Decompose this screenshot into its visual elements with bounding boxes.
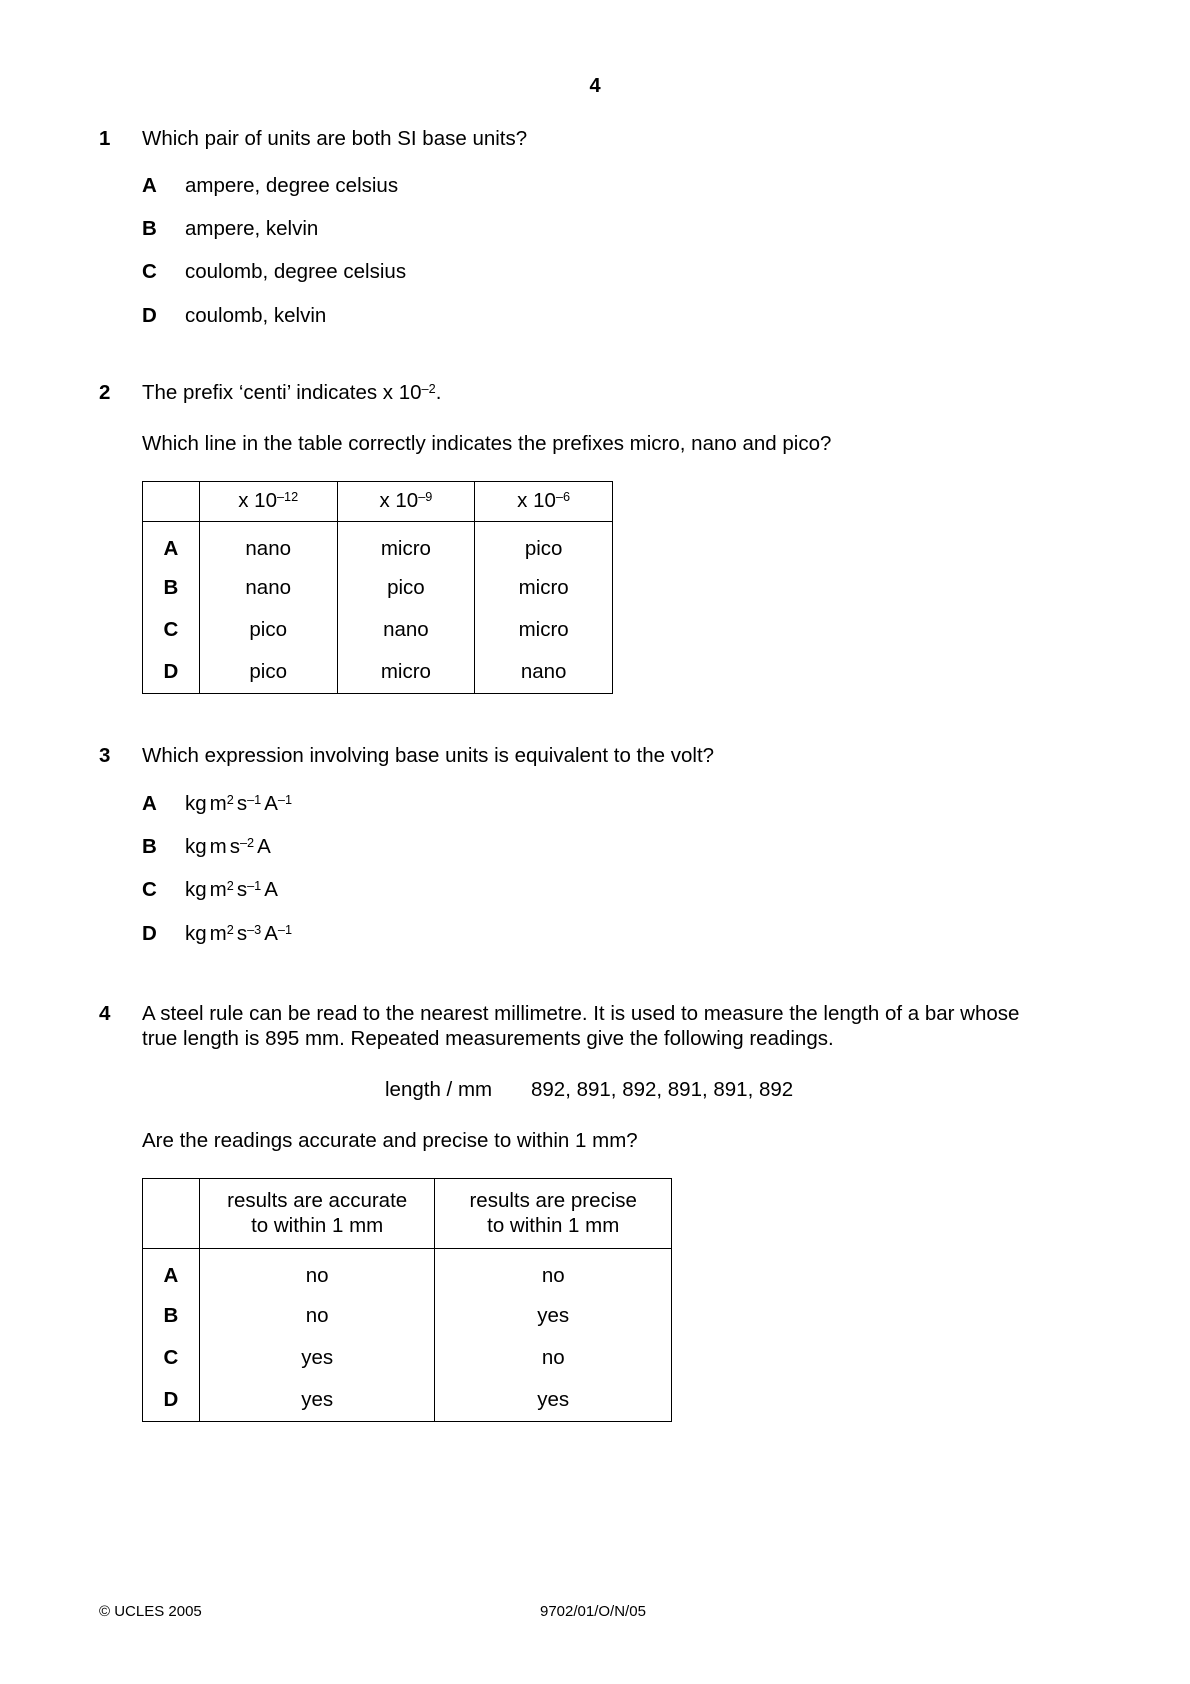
- footer-copyright: © UCLES 2005: [99, 1603, 202, 1620]
- q3-option-letter: C: [142, 878, 157, 901]
- q3-option-letter: B: [142, 835, 157, 858]
- q3-option-unit: kg m $s^{-2}$ A: [185, 835, 271, 858]
- q1-option-text: ampere, degree celsius: [185, 174, 399, 197]
- accuracy-table-header: results are precise to within 1 mm: [435, 1179, 672, 1249]
- q1-option-text: ampere, kelvin: [185, 217, 319, 240]
- row-letter: B: [143, 568, 200, 610]
- table-cell: no: [199, 1249, 435, 1296]
- table-row: [143, 610, 613, 652]
- table-cell: pico: [475, 522, 613, 568]
- q3-option-letter: A: [142, 792, 157, 815]
- table-cell: micro: [475, 610, 613, 652]
- question-4-question: Are the readings accurate and precise to within 1 mm?: [142, 1129, 638, 1152]
- readings-values: 892, 891, 892, 891, 891, 892: [531, 1078, 794, 1101]
- table-row: [143, 1380, 672, 1422]
- table-cell: micro: [337, 652, 475, 694]
- table-cell: micro: [337, 522, 475, 568]
- row-letter: D: [143, 652, 200, 694]
- table-row: [143, 652, 613, 694]
- row-letter: C: [143, 610, 200, 652]
- question-1-number: 1: [99, 127, 111, 150]
- question-1-text: Which pair of units are both SI base units?: [142, 127, 528, 150]
- q1-option-text: coulomb, degree celsius: [185, 260, 407, 283]
- table-row: [143, 522, 613, 568]
- prefix-table-corner: [143, 482, 200, 522]
- row-letter: B: [143, 1296, 200, 1338]
- table-row: [143, 1296, 672, 1338]
- table-cell: no: [435, 1338, 672, 1380]
- table-row: [143, 1338, 672, 1380]
- q1-option-letter: D: [142, 304, 157, 327]
- table-cell: nano: [199, 568, 337, 610]
- table-cell: pico: [199, 610, 337, 652]
- q3-option-unit: kg $m^2$ $s^{-1}$ A: [185, 878, 278, 901]
- question-2-text: The prefix ‘centi’ indicates x $10^{-2}$.: [142, 381, 442, 404]
- table-cell: yes: [435, 1296, 672, 1338]
- q1-option-letter: B: [142, 217, 157, 240]
- q3-option-unit: kg $m^2$ $s^{-3}$ $A^{-1}$: [185, 922, 293, 945]
- prefix-table-header: x $10^{-12}$: [199, 482, 337, 522]
- table-cell: nano: [337, 610, 475, 652]
- page-number: 4: [589, 75, 601, 97]
- table-cell: pico: [337, 568, 475, 610]
- accuracy-table-corner: [143, 1179, 200, 1249]
- footer-paper-code: 9702/01/O/N/05: [540, 1603, 646, 1620]
- row-letter: A: [143, 522, 200, 568]
- table-cell: micro: [475, 568, 613, 610]
- prefix-table-header: x $10^{-9}$: [337, 482, 475, 522]
- table-cell: yes: [435, 1380, 672, 1422]
- question-4-text-line1: A steel rule can be read to the nearest millimetre. It is used to measure the length of a bar whose: [142, 1002, 1020, 1025]
- row-letter: A: [143, 1249, 200, 1296]
- table-row: [143, 568, 613, 610]
- table-cell: yes: [199, 1380, 435, 1422]
- table-cell: pico: [199, 652, 337, 694]
- q1-option-letter: C: [142, 260, 157, 283]
- table-row: [143, 1249, 672, 1296]
- row-letter: C: [143, 1338, 200, 1380]
- question-4-number: 4: [99, 1002, 111, 1025]
- accuracy-table: [142, 1178, 672, 1422]
- question-3-text: Which expression involving base units is equivalent to the volt?: [142, 744, 715, 767]
- table-cell: yes: [199, 1338, 435, 1380]
- readings-label: length / mm: [385, 1078, 493, 1101]
- table-cell: no: [435, 1249, 672, 1296]
- question-4-text-line2: true length is 895 mm. Repeated measurements give the following readings.: [142, 1027, 834, 1050]
- q3-option-unit: kg $m^2$ $s^{-1}$ $A^{-1}$: [185, 792, 293, 815]
- q3-option-letter: D: [142, 922, 157, 945]
- row-letter: D: [143, 1380, 200, 1422]
- table-cell: nano: [199, 522, 337, 568]
- q1-option-letter: A: [142, 174, 157, 197]
- question-3-number: 3: [99, 744, 111, 767]
- table-cell: nano: [475, 652, 613, 694]
- prefix-table-header: x $10^{-6}$: [475, 482, 613, 522]
- q1-option-text: coulomb, kelvin: [185, 304, 327, 327]
- table-cell: no: [199, 1296, 435, 1338]
- question-2-number: 2: [99, 381, 111, 404]
- prefix-table: [142, 481, 613, 694]
- question-2-question: Which line in the table correctly indicates the prefixes micro, nano and pico?: [142, 432, 832, 455]
- accuracy-table-header: results are accurate to within 1 mm: [199, 1179, 435, 1249]
